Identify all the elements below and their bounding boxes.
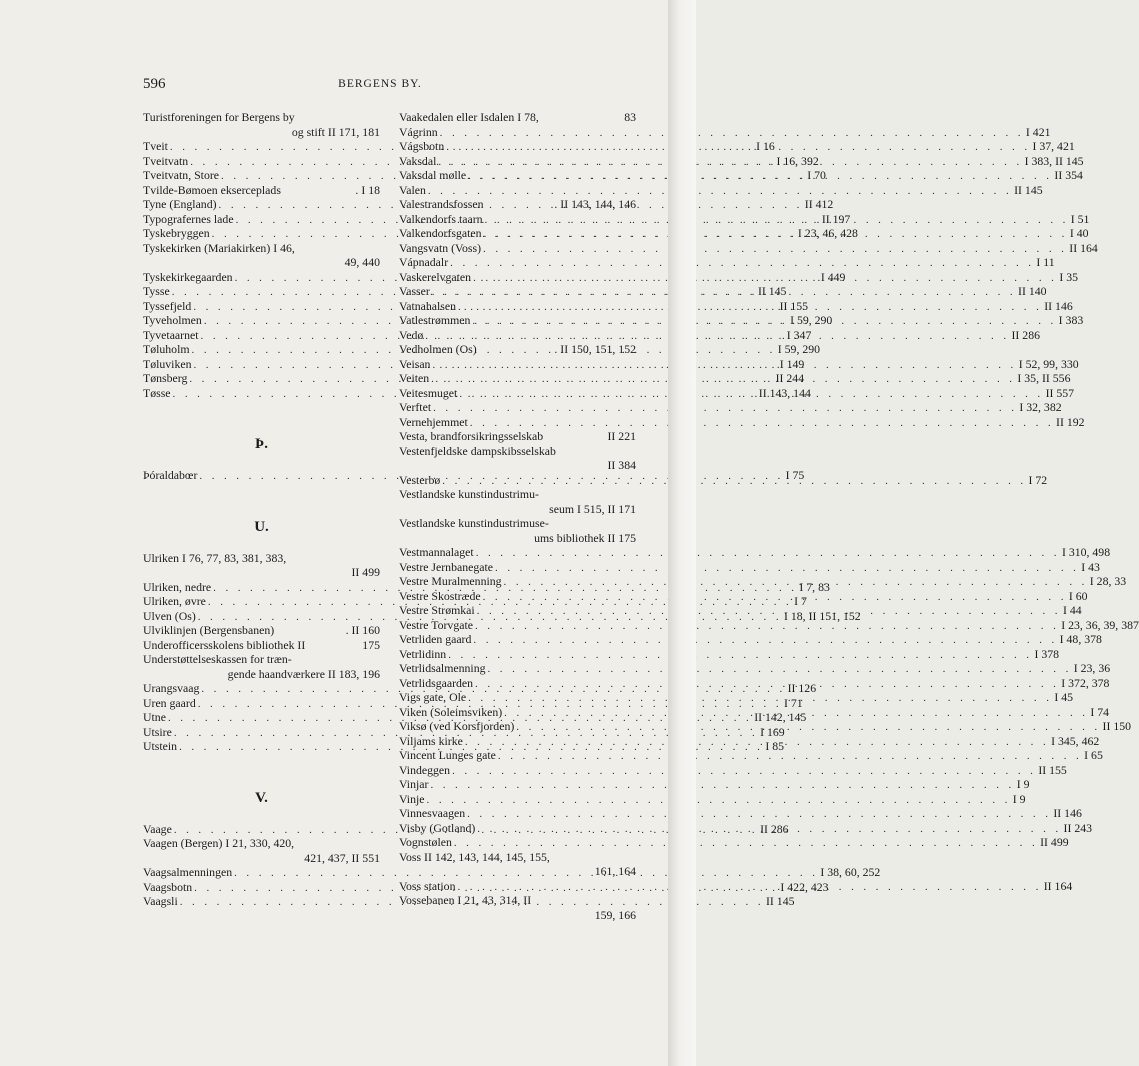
- entry-reference: I 18, II 151, 152: [784, 608, 861, 623]
- entry-reference: I 71: [783, 695, 803, 710]
- entry-term: Veiten: [399, 371, 430, 385]
- entry-reference: II 197: [821, 211, 851, 226]
- entry-term: Vetrlidinn: [399, 646, 447, 661]
- dot-leader: [463, 735, 1049, 750]
- entry-reference: . I 18: [355, 182, 380, 197]
- entry-term: Vestlandske kunstindustrimu-: [399, 487, 539, 501]
- continuation-text: 159, 166: [594, 907, 636, 922]
- entry-reference: II 126: [787, 681, 817, 695]
- entry-term: Vaksdal: [399, 153, 437, 168]
- entry-term: Tveitvatn, Store: [143, 168, 220, 182]
- entry-term: Vaagsalmenningen: [143, 865, 233, 879]
- entry-term: Vaagsli: [143, 894, 178, 908]
- dot-leader: [481, 590, 1067, 605]
- index-entry: [399, 762, 1067, 778]
- index-entry: [399, 545, 1111, 560]
- entry-reference: I 38, 60, 252: [820, 865, 881, 879]
- running-head: BERGENS BY.: [338, 78, 422, 90]
- entry-term: Vedø: [399, 327, 424, 342]
- index-entry-continuation: [143, 255, 380, 270]
- index-entry: [143, 623, 380, 638]
- index-entry: [399, 342, 636, 357]
- entry-term: Tøluholm: [143, 342, 190, 356]
- entry-term: Tøsse: [143, 385, 171, 400]
- entry-term: Tyveholmen: [143, 313, 202, 327]
- dot-leader: [423, 329, 1009, 344]
- entry-reference: I 40: [1069, 226, 1089, 240]
- entry-term: Tøluviken: [143, 356, 192, 371]
- entry-reference: II 221: [607, 429, 636, 443]
- entry-term: Tyne (England): [143, 197, 217, 211]
- entry-term: Vincent Lunges gate: [399, 748, 496, 762]
- index-entry: [399, 835, 1069, 850]
- index-entry-continuation: [143, 565, 380, 580]
- entry-reference: . II 150, 151, 152: [554, 342, 636, 356]
- entry-reference: I 383, II 145: [1024, 153, 1084, 168]
- entry-reference: I 35: [1059, 269, 1078, 284]
- entry-term: Veisan: [399, 356, 431, 371]
- section-spacer: [143, 754, 380, 774]
- entry-reference: I 378: [1034, 646, 1060, 661]
- entry-term: Urangsvaag: [143, 681, 200, 695]
- entry-reference: I 85: [765, 739, 785, 753]
- index-entry-continuation: [399, 458, 636, 473]
- entry-term: Vestenfjeldske dampskibsselskab: [399, 443, 556, 458]
- index-entry-continuation: [399, 531, 636, 546]
- entry-reference: I 310, 498: [1061, 545, 1111, 559]
- index-entry: [143, 241, 380, 256]
- entry-term: Vognstølen: [399, 835, 452, 849]
- entry-term: Tveit: [143, 139, 168, 153]
- entry-term: Vesterbø: [399, 472, 441, 487]
- entry-term: Vágsbotn: [399, 139, 445, 153]
- entry-term: Typografernes lade: [143, 211, 234, 226]
- continuation-text: II 499: [351, 565, 380, 579]
- entry-term: Vinnesvaagen: [399, 806, 466, 820]
- entry-term: Valkendorfsgaten: [399, 226, 482, 240]
- entry-term: Vetrlidsgaarden: [399, 675, 474, 690]
- continuation-text: 161, 164: [594, 864, 636, 878]
- index-entry: [143, 638, 380, 653]
- entry-term: Tønsberg: [143, 371, 188, 385]
- entry-term: Vaskerelvgaten: [399, 269, 472, 284]
- section-spacer: [143, 483, 380, 503]
- entry-reference: II 286: [1011, 327, 1041, 342]
- dot-leader: [470, 314, 1056, 329]
- page-header: [0, 76, 668, 94]
- entry-term: Vestre Muralmenning: [399, 574, 502, 588]
- dot-leader: [425, 793, 1011, 808]
- index-entry-continuation: [143, 667, 380, 682]
- index-entry-continuation: [399, 908, 636, 923]
- entry-reference: II 155: [1038, 762, 1067, 777]
- entry-reference: I 32, 382: [1019, 400, 1062, 414]
- dot-leader: [502, 706, 1088, 721]
- dot-leader: [456, 300, 1042, 315]
- dot-leader: [450, 764, 1036, 779]
- index-entry: [399, 632, 1102, 647]
- index-entry: [399, 791, 1026, 807]
- dot-leader: [496, 749, 1082, 764]
- index-entry: [399, 255, 1055, 270]
- entry-term: Visby (Gotland): [399, 820, 476, 835]
- dot-leader: [428, 778, 1014, 793]
- entry-reference: I 44: [1062, 603, 1082, 617]
- entry-reference: I 45: [1054, 690, 1074, 704]
- entry-term: Ulviklinjen (Bergensbanen): [143, 623, 275, 637]
- dot-leader: [502, 575, 1088, 590]
- entry-reference: I 59, 290: [777, 342, 821, 356]
- index-entry-continuation: [143, 851, 380, 866]
- index-entry-continuation: [399, 502, 636, 517]
- entry-reference: II 243: [1063, 820, 1093, 835]
- index-entry: [399, 850, 636, 865]
- index-entry: [399, 617, 1139, 633]
- entry-term: Viljams kirke: [399, 733, 463, 748]
- entry-term: Valestrandsfossen: [399, 197, 484, 211]
- dot-leader: [466, 169, 1052, 184]
- entry-term: Vinje: [399, 791, 425, 806]
- index-entry: [143, 183, 380, 198]
- section-letter-heading: U.: [254, 518, 269, 535]
- entry-term: Vaksdal mølle: [399, 168, 467, 182]
- dot-leader: [444, 140, 1030, 155]
- entry-reference: I 52, 99, 330: [1018, 356, 1079, 371]
- entry-term: Ulriken, øvre: [143, 594, 206, 608]
- entry-reference: II 244: [775, 371, 805, 385]
- entry-term: Tyssefjeld: [143, 298, 192, 313]
- index-entry: [399, 414, 1085, 430]
- entry-reference: II 145: [757, 284, 787, 298]
- dot-leader: [426, 184, 1012, 199]
- entry-reference: II 145: [765, 894, 795, 908]
- dot-leader: [482, 227, 1068, 242]
- entry-reference: I 422, 423: [780, 879, 829, 894]
- entry-term: Tysse: [143, 284, 170, 298]
- entry-term: Tvilde-Bømoen ekserceplads: [143, 182, 281, 197]
- entry-term: Ulven (Os): [143, 608, 196, 623]
- entry-term: Vestre Skostræde: [399, 588, 481, 603]
- dot-leader: [430, 285, 1016, 300]
- page-edge: [668, 0, 696, 1066]
- entry-reference: II 145: [1014, 182, 1043, 197]
- entry-term: Vasser: [399, 284, 430, 298]
- entry-reference: I 9: [1016, 777, 1030, 791]
- dot-leader: [448, 256, 1034, 271]
- entry-reference: I 16: [756, 139, 775, 153]
- dot-leader: [475, 822, 1061, 837]
- entry-reference: I 421: [1025, 124, 1051, 139]
- entry-term: Vestre Strømkai: [399, 603, 475, 617]
- index-entry: [399, 182, 1043, 198]
- entry-reference: I 37, 421: [1032, 139, 1075, 153]
- entry-term: Tyvetaarnet: [143, 327, 199, 342]
- entry-reference: II 499: [1040, 835, 1069, 849]
- entry-term: Viksø (ved Korsfjorden): [399, 719, 515, 733]
- dot-leader: [431, 401, 1017, 416]
- entry-term: Vatlestrømmen: [399, 313, 471, 327]
- entry-reference: I 9: [1012, 791, 1026, 806]
- entry-reference: I 28, 33: [1089, 574, 1127, 588]
- entry-term: Vestlandske kunstindustrimuse-: [399, 516, 549, 530]
- entry-term: Understøttelseskassen for træn-: [143, 652, 292, 666]
- dot-leader: [430, 358, 1016, 373]
- continuation-text: seum I 515, II 171: [549, 501, 636, 516]
- dot-leader: [474, 546, 1060, 561]
- entry-term: Viken (Soleimsviken): [399, 704, 503, 719]
- dot-leader: [471, 633, 1057, 648]
- entry-reference: I 372, 378: [1061, 675, 1110, 690]
- index-entry: [399, 124, 1051, 140]
- entry-term: Tyskebryggen: [143, 226, 210, 240]
- entry-term: Vossebanen I 21, 43, 314, II: [399, 893, 532, 907]
- entry-reference: I 169: [760, 724, 785, 739]
- entry-term: Vápnadalr: [399, 255, 449, 269]
- entry-term: Vesta, brandforsikringsselskab: [399, 429, 544, 443]
- dot-leader: [455, 880, 1041, 895]
- entry-term: Vaakedalen eller Isdalen I 78,: [399, 110, 539, 124]
- entry-term: Turistforeningen for Bergens by: [143, 110, 295, 124]
- dot-leader: [473, 677, 1059, 692]
- entry-reference: II 286: [760, 821, 789, 836]
- dot-leader: [466, 691, 1052, 706]
- index-entry: [143, 836, 380, 851]
- entry-reference: II 155: [779, 298, 809, 313]
- dot-leader: [440, 474, 1026, 489]
- entry-term: Voss station: [399, 878, 456, 893]
- entry-reference: I 449: [820, 269, 846, 284]
- entry-reference: II 143, 144: [758, 385, 811, 400]
- entry-reference: I 23, 36: [1073, 661, 1111, 675]
- index-entry: [399, 661, 1111, 676]
- entry-reference: I 43: [1081, 559, 1100, 574]
- entry-reference: I 74: [1090, 704, 1110, 719]
- entry-reference: II 412: [804, 197, 834, 211]
- entry-term: Underofficersskolens bibliothek II: [143, 637, 306, 652]
- entry-reference: I 347: [786, 327, 812, 342]
- entry-term: Vestre Torvgate: [399, 617, 473, 632]
- entry-reference: I 35, II 556: [1017, 371, 1071, 385]
- entry-term: Uren gaard: [143, 695, 196, 710]
- entry-reference: I 72: [1028, 472, 1048, 487]
- dot-leader: [446, 648, 1032, 663]
- entry-reference: II 142, 145: [754, 710, 807, 724]
- entry-reference: I 11: [1036, 255, 1055, 269]
- entry-term: Valkendorfs taarn: [399, 211, 483, 226]
- entry-reference: I 60: [1068, 588, 1088, 603]
- index-entry: [399, 444, 636, 459]
- dot-leader: [473, 619, 1059, 634]
- entry-term: Vaagsbotn: [143, 879, 193, 894]
- dot-leader: [471, 271, 1057, 286]
- dot-leader: [493, 561, 1079, 576]
- dot-leader: [486, 662, 1072, 677]
- continuation-text: II 384: [607, 458, 636, 472]
- index-entry: [399, 748, 1103, 763]
- entry-term: Voss II 142, 143, 144, 145, 155,: [399, 849, 550, 864]
- entry-term: Vaagen (Bergen) I 21, 330, 420,: [143, 836, 295, 850]
- entry-term: Tveitvatn: [143, 153, 189, 168]
- continuation-text: 49, 440: [344, 255, 380, 269]
- entry-term: Vágrinn: [399, 124, 438, 139]
- entry-term: Vestmannalaget: [399, 545, 474, 559]
- entry-reference: I 16, 392: [776, 153, 819, 168]
- entry-term: Tyskekirken (Mariakirken) I 46,: [143, 240, 295, 255]
- entry-term: Valen: [399, 182, 426, 197]
- entry-reference: I 75: [785, 468, 805, 482]
- entry-reference: I 65: [1084, 748, 1103, 762]
- dot-leader: [452, 836, 1038, 851]
- entry-term: Utsire: [143, 724, 172, 739]
- entry-term: Vangsvatn (Voss): [399, 240, 482, 255]
- entry-term: Vestre Jernbanegate: [399, 559, 494, 574]
- entry-term: Verftet: [399, 400, 432, 414]
- section-spacer: [143, 400, 380, 420]
- entry-reference: I 23, 46, 428: [797, 226, 858, 240]
- entry-term: Vernehjemmet: [399, 414, 468, 429]
- index-entry: [399, 197, 636, 212]
- section-letter-heading: Þ.: [255, 436, 268, 452]
- dot-leader: [468, 416, 1054, 431]
- index-entry: [399, 400, 1062, 415]
- index-entry: [399, 240, 1098, 256]
- entry-reference: II 164: [1043, 878, 1073, 893]
- entry-reference: I 7: [794, 594, 807, 608]
- dot-leader: [481, 242, 1067, 257]
- entry-reference: 83: [624, 110, 636, 124]
- continuation-text: ums bibliothek II 175: [534, 530, 636, 545]
- continuation-text: 421, 437, II 551: [304, 850, 380, 865]
- section-letter-heading: V.: [255, 789, 268, 806]
- entry-term: Utne: [143, 710, 166, 724]
- dot-leader: [436, 155, 1022, 170]
- entry-reference: . II 160: [345, 623, 380, 637]
- entry-reference: I 383: [1058, 313, 1084, 327]
- entry-term: Ulriken I 76, 77, 83, 381, 383,: [143, 550, 287, 565]
- index-entry-continuation: [399, 864, 636, 879]
- continuation-text: og stift II 171, 181: [291, 124, 380, 139]
- index-entry: [399, 487, 636, 502]
- entry-reference: I 51: [1070, 211, 1090, 226]
- index-entry: [399, 806, 1082, 821]
- index-entry: [399, 516, 636, 531]
- entry-reference: II 146: [1044, 298, 1073, 313]
- index-entry: [143, 551, 380, 566]
- dot-leader: [429, 372, 1015, 387]
- entry-reference: I 48, 378: [1059, 632, 1102, 646]
- index-entry: [143, 110, 380, 125]
- entry-reference: II 146: [1053, 806, 1082, 820]
- entry-term: Vedholmen (Os): [399, 342, 477, 356]
- entry-term: Vetrlidsalmenning: [399, 661, 486, 675]
- entry-term: Vinjar: [399, 777, 429, 791]
- index-entry: [143, 652, 380, 667]
- index-entry: [399, 429, 636, 444]
- entry-term: Tyskekirkegaarden: [143, 269, 233, 284]
- entry-reference: I 149: [779, 356, 805, 371]
- entry-term: Ulriken, nedre: [143, 579, 212, 594]
- page-number: 596: [143, 76, 166, 92]
- dot-leader: [514, 720, 1100, 735]
- index-entry-continuation: [143, 125, 380, 140]
- index-entry: [399, 893, 636, 908]
- entry-reference: I 345, 462: [1051, 733, 1100, 748]
- continuation-text: gende haandværkere II 183, 196: [227, 666, 380, 681]
- index-entry: [399, 110, 636, 125]
- dot-leader: [475, 604, 1061, 619]
- entry-reference: I 7, 83: [799, 579, 830, 594]
- index-entry: [399, 777, 1030, 792]
- entry-term: Vigs gate, Ole: [399, 690, 467, 704]
- entry-reference: I 23, 36, 39, 387: [1061, 617, 1139, 632]
- index-entry: [399, 559, 1100, 575]
- entry-reference: II 192: [1056, 414, 1085, 429]
- entry-term: Vetrliden gaard: [399, 632, 472, 646]
- dot-leader: [465, 807, 1051, 822]
- entry-reference: II 150: [1102, 719, 1132, 733]
- entry-reference: II 354: [1054, 168, 1083, 182]
- entry-term: Vaage: [143, 821, 172, 836]
- entry-reference: II 557: [1045, 385, 1075, 400]
- dot-leader: [457, 387, 1043, 402]
- entry-term: Veitesmuget: [399, 385, 458, 400]
- dot-leader: [483, 213, 1069, 228]
- entry-reference: I 59, 290: [790, 313, 833, 327]
- entry-term: Vindeggen: [399, 762, 451, 777]
- entry-term: Utstein: [143, 739, 178, 753]
- entry-reference: II 140: [1018, 284, 1047, 298]
- entry-reference: I 70: [807, 168, 826, 182]
- entry-term: Vatnahalsen: [399, 298, 456, 313]
- entry-term: Þóraldabœr: [143, 468, 198, 482]
- entry-reference: . II 143, 144, 146: [554, 197, 636, 211]
- index-entry: [399, 646, 1060, 662]
- entry-reference: II 164: [1069, 240, 1098, 255]
- entry-reference: 175: [362, 637, 380, 652]
- dot-leader: [438, 126, 1024, 141]
